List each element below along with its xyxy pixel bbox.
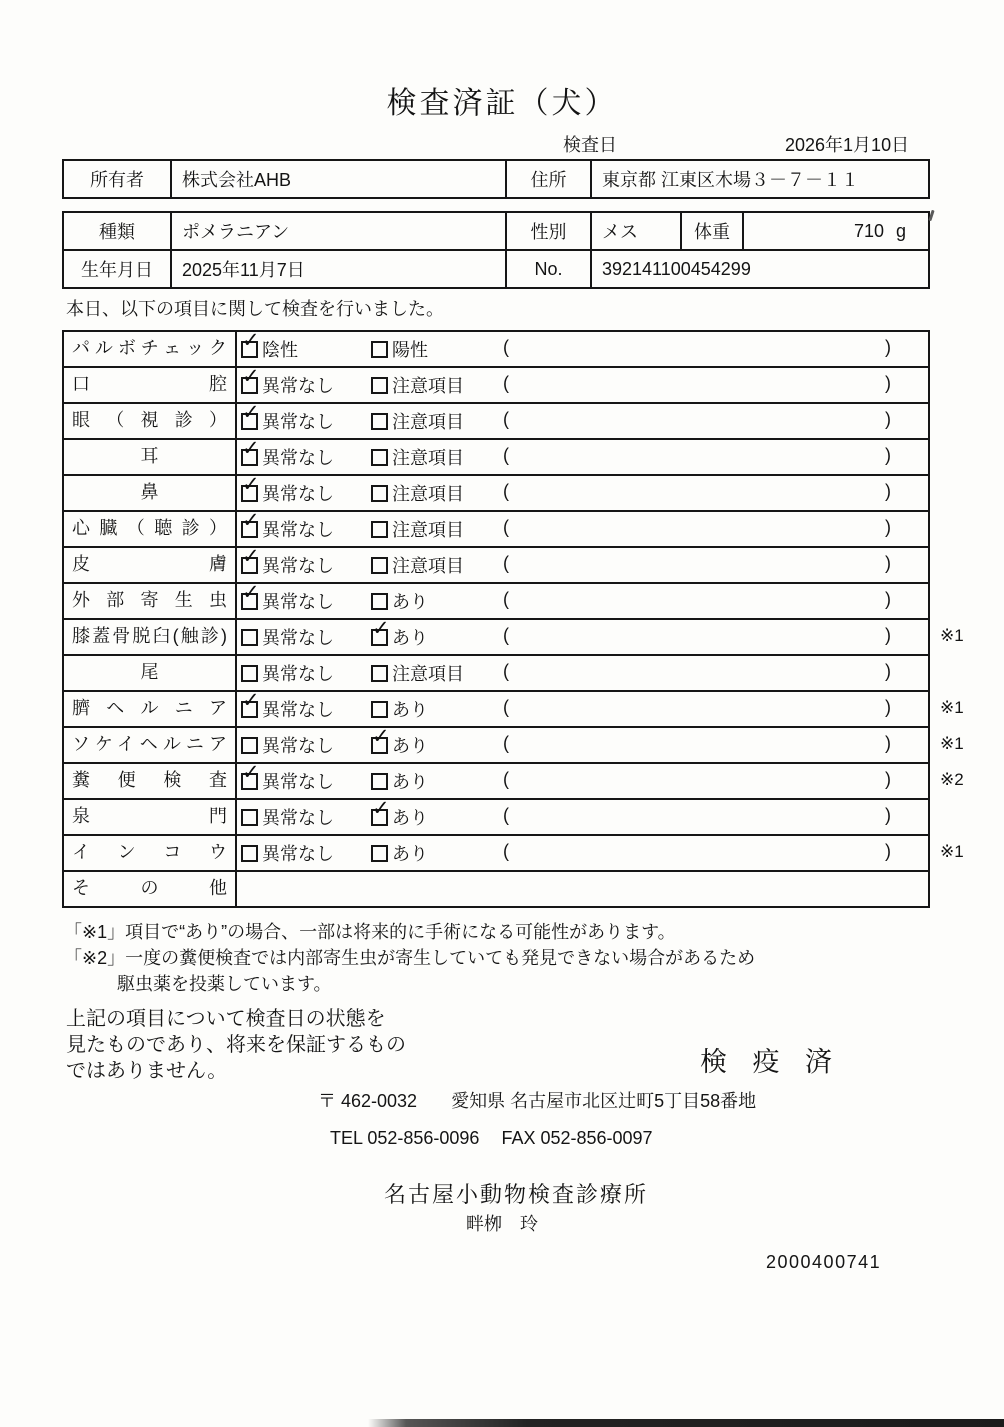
option1-checkbox <box>241 845 258 862</box>
option2-label: あり <box>392 736 428 756</box>
option2 <box>371 512 464 546</box>
option1 <box>241 508 334 546</box>
inspection-row <box>64 616 964 656</box>
inspection-table <box>62 328 964 908</box>
option1-checkbox <box>241 436 260 466</box>
owner-table <box>62 159 930 199</box>
check-icon: ✓ <box>242 328 260 352</box>
option2-checkbox <box>371 593 388 610</box>
paren-close: ) <box>885 661 891 681</box>
option1-label: 異常なし <box>262 592 334 612</box>
option2-checkbox <box>371 377 388 394</box>
paren-close: ) <box>885 841 891 861</box>
option2-checkbox <box>371 521 388 538</box>
inspection-row-content <box>237 544 928 582</box>
scan-artifact-bottom-bar <box>368 1419 1004 1427</box>
inspection-row <box>64 836 964 872</box>
inspection-item-label: 外部寄生虫 <box>64 584 237 618</box>
paren-close: ) <box>885 373 891 393</box>
inspection-item-label: 尾 <box>64 656 237 690</box>
check-icon: ✓ <box>242 508 260 532</box>
option2-checkbox <box>371 845 388 862</box>
option2-checkbox <box>371 413 388 430</box>
inspection-row-content <box>237 760 928 798</box>
paren-close: ) <box>885 445 891 465</box>
paren-close: ) <box>885 517 891 537</box>
breed-label-cell: 種類 <box>64 213 172 249</box>
option2-label: 注意項目 <box>392 664 464 684</box>
option2-label: 陽性 <box>392 340 428 360</box>
inspection-row-content <box>237 364 928 402</box>
option2 <box>371 332 428 366</box>
inspection-row-content <box>237 656 928 690</box>
birth-row <box>64 249 928 287</box>
paren-open: ( <box>503 589 509 609</box>
option1 <box>241 364 334 402</box>
option2-label: 注意項目 <box>392 448 464 468</box>
inspection-row-content <box>237 872 928 906</box>
paren-open: ( <box>503 517 509 537</box>
option1-checkbox <box>241 665 258 682</box>
inspection-item-label: ソケイヘルニア <box>64 728 237 762</box>
option1-checkbox <box>241 629 258 646</box>
check-icon: ✓ <box>242 544 260 568</box>
option1-checkbox <box>241 580 260 610</box>
option1-label: 異常なし <box>262 772 334 792</box>
disclaimer-line-1: 上記の項目について検査日の状態を <box>66 1008 386 1030</box>
document-title: 検査済証（犬） <box>386 87 618 120</box>
paren-open: ( <box>503 337 509 357</box>
option2-checkbox <box>371 449 388 466</box>
paren-open: ( <box>503 625 509 645</box>
inspection-item-label: パルボチェック <box>64 332 237 366</box>
option2-label: あり <box>392 628 428 648</box>
inspection-date-value: 2026年1月10日 <box>785 135 910 155</box>
inspection-item-label: 口腔 <box>64 368 237 402</box>
inspection-row-content <box>237 508 928 546</box>
veterinarian-name: 畔栁 玲 <box>466 1214 538 1234</box>
clinic-address: 愛知県 名古屋市北区辻町5丁目58番地 <box>451 1091 757 1111</box>
paren-close: ) <box>885 409 891 429</box>
option2-label: 注意項目 <box>392 484 464 504</box>
tel-number: TEL 052-856-0096 <box>330 1128 480 1148</box>
check-icon: ✓ <box>372 616 390 640</box>
paren-open: ( <box>503 445 509 465</box>
check-icon: ✓ <box>372 796 390 820</box>
option2 <box>371 476 464 510</box>
inspection-row-content <box>237 400 928 438</box>
no-value-cell: 392141100454299 <box>602 258 751 279</box>
weight-label-cell: 体重 <box>682 213 744 249</box>
inspection-row <box>64 472 928 512</box>
paren-close: ) <box>885 553 891 573</box>
option1-label: 異常なし <box>262 376 334 396</box>
check-icon: ✓ <box>242 580 260 604</box>
option1-label: 異常なし <box>262 412 334 432</box>
option2-label: あり <box>392 700 428 720</box>
option2 <box>371 440 464 474</box>
inspection-row-content <box>237 836 928 870</box>
footnote-line-3: 駆虫薬を投薬しています。 <box>117 974 332 994</box>
paren-close: ) <box>885 733 891 753</box>
footnote-line-2: 「※2」一度の糞便検査では内部寄生虫が寄生していても発見できない場合があるため <box>64 948 756 968</box>
option1 <box>241 800 334 834</box>
option2 <box>371 692 428 726</box>
owner-label-cell: 所有者 <box>64 161 172 197</box>
check-icon: ✓ <box>242 688 260 712</box>
inspection-item-label: 臍ヘルニア <box>64 692 237 726</box>
footnotes <box>64 919 755 997</box>
inspection-item-label: その他 <box>64 872 237 906</box>
breed-row <box>64 213 928 249</box>
paren-open: ( <box>503 553 509 573</box>
inspection-row-content <box>237 472 928 510</box>
option2-label: あり <box>392 844 428 864</box>
inspection-row <box>64 872 928 906</box>
clinic-name: 名古屋小動物検査診療所 <box>383 1182 648 1207</box>
inspection-row <box>64 656 928 692</box>
option1-label: 異常なし <box>262 808 334 828</box>
option2-label: 注意項目 <box>392 520 464 540</box>
quarantine-stamp: 検 疫 済 <box>700 1047 842 1077</box>
paren-open: ( <box>503 841 509 861</box>
option1 <box>241 688 334 726</box>
option1-checkbox <box>241 364 260 394</box>
inspection-row <box>64 580 928 620</box>
inspection-row-content <box>237 616 928 654</box>
option1-checkbox <box>241 809 258 826</box>
option1-checkbox <box>241 472 260 502</box>
inspection-row <box>64 364 928 404</box>
row-note: ※1 <box>940 626 964 645</box>
check-icon: ✓ <box>242 760 260 784</box>
option1-label: 異常なし <box>262 484 334 504</box>
option2-label: あり <box>392 772 428 792</box>
option2-checkbox <box>371 665 388 682</box>
inspection-item-label: 耳 <box>64 440 237 474</box>
option1 <box>241 436 334 474</box>
clinic-phone-line <box>330 1128 653 1149</box>
option1 <box>241 472 334 510</box>
no-label-cell: No. <box>507 251 592 287</box>
option1 <box>241 656 334 690</box>
option2-checkbox <box>371 773 388 790</box>
paren-open: ( <box>503 409 509 429</box>
option2 <box>371 796 428 834</box>
option1-checkbox <box>241 760 260 790</box>
inspection-item-label: 泉門 <box>64 800 237 834</box>
inspection-row <box>64 544 928 584</box>
inspection-item-label: 皮膚 <box>64 548 237 582</box>
address-label-cell: 住所 <box>507 161 592 197</box>
paren-close: ) <box>885 769 891 789</box>
inspection-row <box>64 796 928 836</box>
paren-open: ( <box>503 481 509 501</box>
inspection-row <box>64 724 964 764</box>
paren-open: ( <box>503 373 509 393</box>
postal-code: 〒 462-0032 <box>318 1091 418 1111</box>
option1-checkbox <box>241 544 260 574</box>
disclaimer-line-3: ではありません。 <box>66 1060 228 1082</box>
option1 <box>241 400 334 438</box>
option2-checkbox <box>371 557 388 574</box>
weight-unit: g <box>895 220 906 241</box>
row-note: ※1 <box>940 734 964 753</box>
intro-text: 本日、以下の項目に関して検査を行いました。 <box>66 299 444 319</box>
sex-label-cell: 性別 <box>507 213 592 249</box>
inspection-row-content <box>237 436 928 474</box>
option2 <box>371 404 464 438</box>
option1 <box>241 836 334 870</box>
animal-table <box>62 211 930 289</box>
option1 <box>241 728 334 762</box>
option1-checkbox <box>241 400 260 430</box>
option2-checkbox <box>371 796 390 826</box>
paren-close: ) <box>885 337 891 357</box>
option1-checkbox <box>241 328 260 358</box>
option2-checkbox <box>371 616 390 646</box>
option2 <box>371 764 428 798</box>
option1-label: 異常なし <box>262 556 334 576</box>
serial-number: 2000400741 <box>766 1252 882 1272</box>
option1-label: 異常なし <box>262 664 334 684</box>
paren-close: ) <box>885 805 891 825</box>
option2 <box>371 616 428 654</box>
footnote-line-1: 「※1」項目で“あり”の場合、一部は将来的に手術になる可能性があります。 <box>64 922 676 942</box>
option1 <box>241 328 298 366</box>
option1-label: 異常なし <box>262 844 334 864</box>
option2-checkbox <box>371 341 388 358</box>
option1-checkbox <box>241 688 260 718</box>
option1-checkbox <box>241 508 260 538</box>
option1 <box>241 580 334 618</box>
inspection-row-content <box>237 724 928 762</box>
paren-close: ) <box>885 589 891 609</box>
inspection-item-label: 心臓（聴診） <box>64 512 237 546</box>
paren-open: ( <box>503 805 509 825</box>
paren-open: ( <box>503 733 509 753</box>
paren-close: ) <box>885 481 891 501</box>
option2-label: あり <box>392 592 428 612</box>
option1-label: 異常なし <box>262 448 334 468</box>
option1 <box>241 760 334 798</box>
paren-close: ) <box>885 625 891 645</box>
inspection-date-label: 検査日 <box>563 135 617 155</box>
inspection-row <box>64 760 964 800</box>
paren-close: ) <box>885 697 891 717</box>
breed-value-cell: ポメラニアン <box>172 213 507 249</box>
option2-label: 注意項目 <box>392 412 464 432</box>
option1-label: 異常なし <box>262 520 334 540</box>
inspection-row <box>64 688 964 728</box>
birth-value-cell: 2025年11月7日 <box>172 251 507 287</box>
option1-label: 異常なし <box>262 628 334 648</box>
fax-number: FAX 052-856-0097 <box>501 1128 653 1148</box>
inspection-item-label: 膝蓋骨脱臼(触診) <box>64 620 237 654</box>
inspection-item-label: 糞便検査 <box>64 764 237 798</box>
paren-open: ( <box>503 769 509 789</box>
option1-label: 異常なし <box>262 736 334 756</box>
disclaimer <box>66 1006 406 1084</box>
birth-label-cell: 生年月日 <box>64 251 172 287</box>
owner-row <box>64 161 928 197</box>
inspection-item-label: 眼（視診） <box>64 404 237 438</box>
inspection-row-content <box>237 328 928 366</box>
option2 <box>371 548 464 582</box>
option2-label: 注意項目 <box>392 556 464 576</box>
option2-checkbox <box>371 724 390 754</box>
row-note: ※2 <box>940 770 964 789</box>
option2 <box>371 584 428 618</box>
inspection-row <box>64 328 928 368</box>
inspection-row <box>64 508 928 548</box>
check-icon: ✓ <box>242 472 260 496</box>
option1-label: 陰性 <box>262 340 298 360</box>
address-value-cell: 東京都 江東区木場３－７－１１ <box>602 170 859 190</box>
weight-value: 710 <box>853 220 884 241</box>
option1 <box>241 620 334 654</box>
option2 <box>371 656 464 690</box>
option1 <box>241 544 334 582</box>
option2 <box>371 836 428 870</box>
owner-value-cell: 株式会社AHB <box>172 161 507 197</box>
row-note: ※1 <box>940 842 964 861</box>
inspection-row-content <box>237 580 928 618</box>
option2-checkbox <box>371 485 388 502</box>
option1-checkbox <box>241 737 258 754</box>
inspection-item-label: インコウ <box>64 836 237 870</box>
disclaimer-line-2: 見たものであり、将来を保証するもの <box>66 1034 406 1056</box>
check-icon: ✓ <box>372 724 390 748</box>
inspection-row <box>64 400 928 440</box>
check-icon: ✓ <box>242 400 260 424</box>
paren-open: ( <box>503 661 509 681</box>
option2-checkbox <box>371 701 388 718</box>
option1-label: 異常なし <box>262 700 334 720</box>
inspection-row-content <box>237 688 928 726</box>
paren-open: ( <box>503 697 509 717</box>
sex-value-cell: メス <box>592 213 682 249</box>
option2 <box>371 724 428 762</box>
row-note: ※1 <box>940 698 964 717</box>
option2 <box>371 368 464 402</box>
inspection-row-content <box>237 796 928 834</box>
check-icon: ✓ <box>242 364 260 388</box>
inspection-row <box>64 436 928 476</box>
option2-label: あり <box>392 808 428 828</box>
option2-label: 注意項目 <box>392 376 464 396</box>
clinic-address-line <box>318 1087 756 1113</box>
weight-value-cell <box>744 213 928 249</box>
inspection-item-label: 鼻 <box>64 476 237 510</box>
check-icon: ✓ <box>242 436 260 460</box>
